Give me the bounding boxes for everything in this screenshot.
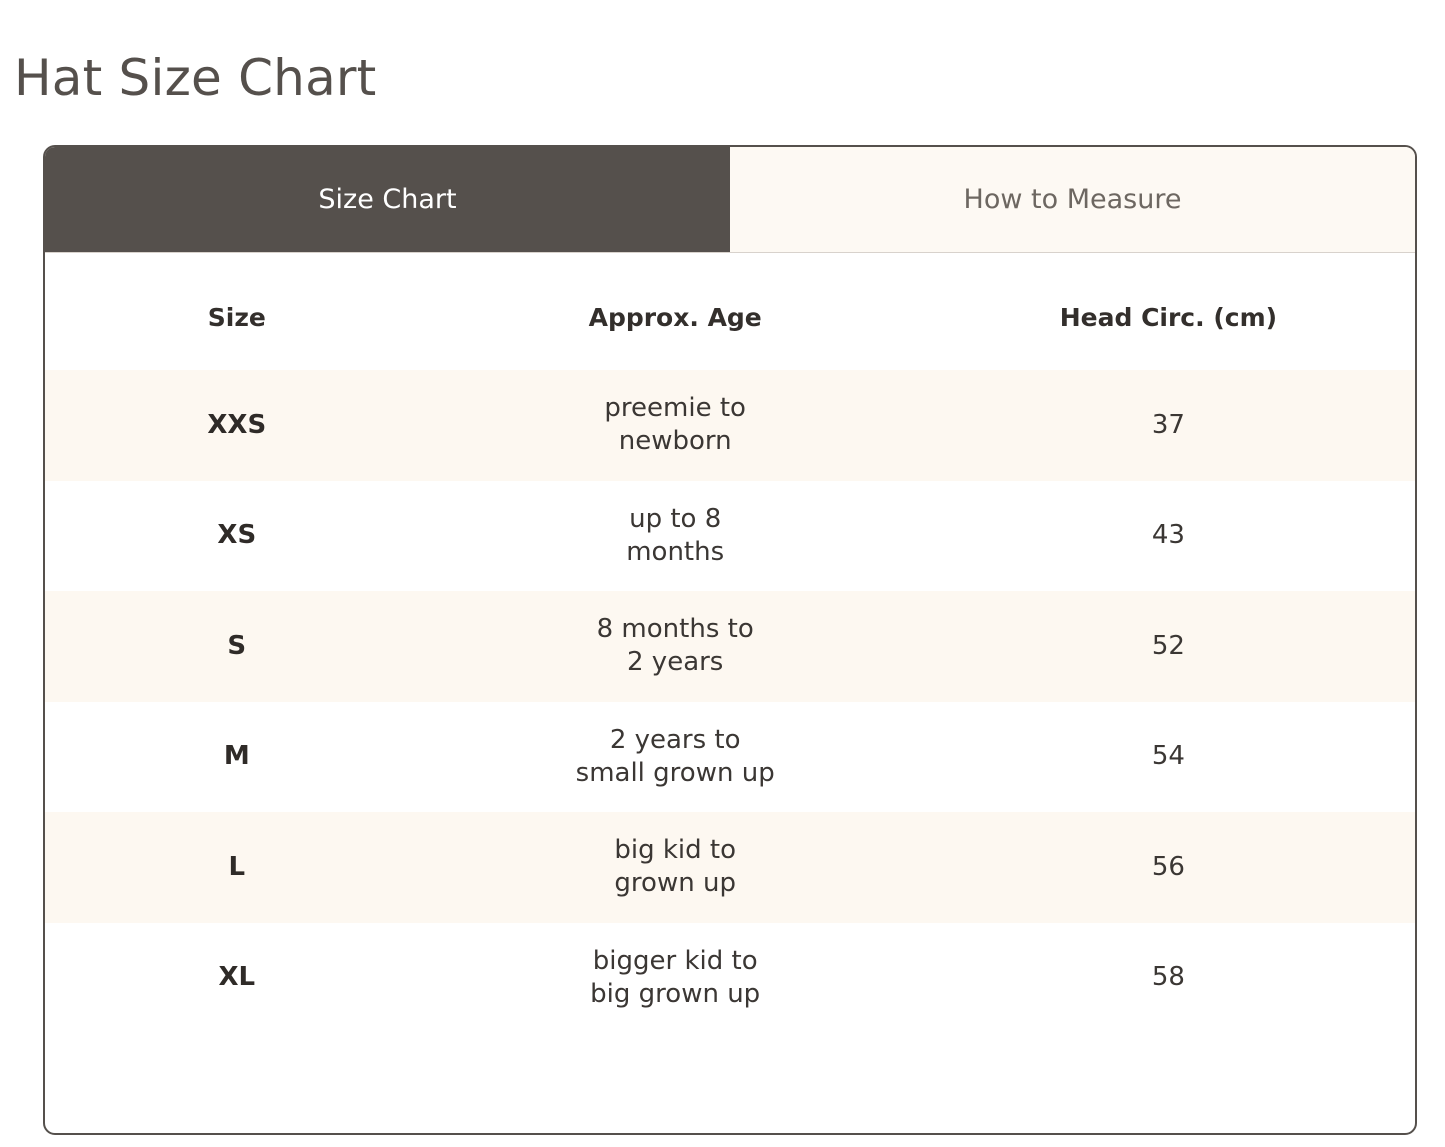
table-row [45,481,1415,592]
cell-age-line-2: grown up [614,868,736,899]
table-row [45,702,1415,813]
cell-age [429,923,922,1034]
cell-age [429,702,922,813]
size-table-head [45,253,1415,370]
table-row [45,591,1415,702]
column-header-head-circ: Head Circ. (cm) [1059,303,1278,332]
cell-age-line-1: bigger kid to [592,945,758,976]
cell-head-circ: 52 [922,591,1415,702]
cell-age-line-1: big kid to [614,835,737,866]
cell-age-line-2: small grown up [575,757,775,788]
tab-how-to-measure-label: How to Measure [963,184,1182,215]
cell-size: S [45,591,429,702]
size-table-container [45,253,1415,1033]
cell-age [429,812,922,923]
cell-age-line-2: months [626,536,725,567]
size-table-body [45,370,1415,1033]
size-table [45,253,1415,1033]
tab-bar [45,147,1415,253]
size-chart-card [43,145,1417,1135]
cell-age [429,481,922,592]
cell-head-circ: 37 [922,370,1415,481]
cell-age [429,591,922,702]
cell-age-line-2: big grown up [590,978,761,1009]
cell-size: XL [218,962,256,993]
cell-age-line-1: preemie to [604,393,746,423]
tab-size-chart[interactable] [45,147,730,252]
table-row [45,923,1415,1034]
table-header-row [45,253,1415,370]
column-header-age: Approx. Age [588,303,762,332]
table-row [45,370,1415,481]
cell-size: L [45,812,429,923]
cell-head-circ: 54 [1151,741,1185,772]
cell-size: XXS [45,370,429,481]
tab-size-chart-label: Size Chart [318,184,457,215]
column-header-size: Size [207,303,266,332]
cell-head-circ: 56 [922,812,1415,923]
cell-head-circ: 58 [1151,962,1185,993]
cell-age-line-2: newborn [618,426,732,457]
cell-age-line-2: 2 years [627,647,724,678]
tab-how-to-measure[interactable] [730,147,1415,252]
cell-age [429,370,922,481]
cell-age-line-1: 2 years to [609,724,741,755]
cell-age-line-1: 8 months to [596,614,754,645]
cell-size: M [223,741,250,772]
page-title: Hat Size Chart [14,48,377,107]
cell-head-circ: 43 [1151,520,1185,551]
cell-size: XS [217,520,257,551]
cell-age-line-1: up to 8 [629,503,722,534]
table-row [45,812,1415,923]
